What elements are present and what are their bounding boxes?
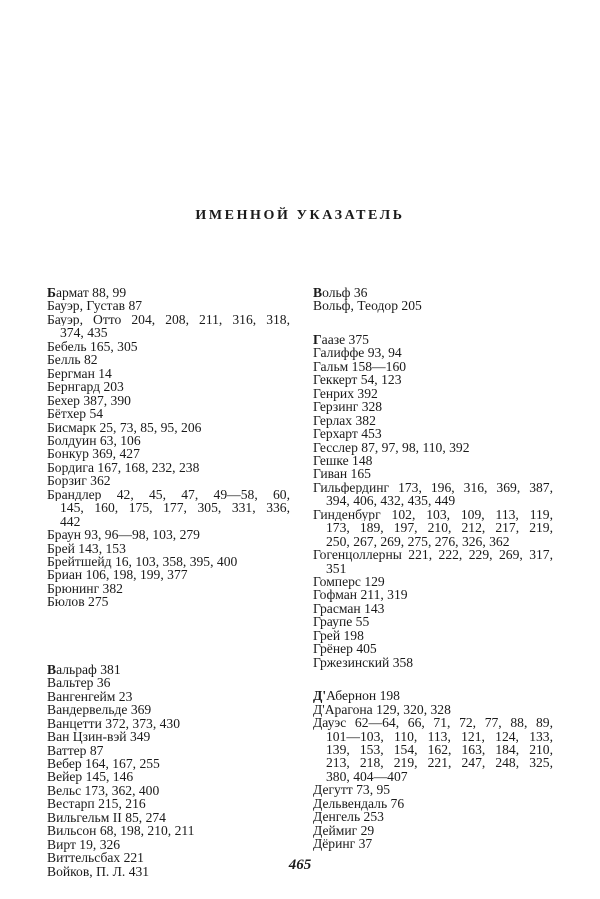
index-entry (313, 400, 553, 413)
entry-line: Гильфердинг 173, 196, 316, 369, 387, (313, 480, 553, 495)
index-entry (313, 508, 553, 548)
index-entry (47, 407, 290, 420)
entry-line: Генрих 392 (313, 385, 378, 401)
entry-line: Дельвендаль 76 (313, 795, 405, 811)
entry-line: Деймиг 29 (313, 822, 375, 838)
index-entry (47, 595, 290, 608)
entry-line: Бехер 387, 390 (47, 392, 131, 408)
index-entry (313, 481, 553, 508)
entry-line: Бергман 14 (47, 365, 112, 381)
index-entry (313, 703, 553, 716)
index-entry (313, 602, 553, 615)
entry-continuation-line: 101—103, 110, 113, 121, 124, 133, (326, 729, 553, 743)
entry-continuation-line: 351 (326, 560, 347, 576)
entry-line: Гржезинский 358 (313, 654, 414, 670)
index-entry (313, 360, 553, 373)
entry-line: Гомперс 129 (313, 574, 385, 589)
entry-line: Галиффе 93, 94 (313, 345, 402, 361)
entry-line: Герлах 382 (313, 412, 376, 428)
index-entry (47, 434, 290, 447)
entry-line: Вольф, Теодор 205 (313, 298, 422, 314)
index-entry (313, 783, 553, 796)
entry-line: Вольф 36 (313, 285, 368, 300)
entry-line: Герхарт 453 (313, 426, 382, 442)
entry-line: Денгель 253 (313, 809, 384, 825)
index-entry (313, 588, 553, 601)
entry-continuation-line: 213, 218, 219, 221, 247, 248, 325, (326, 756, 553, 770)
index-entry (47, 421, 290, 434)
entry-line: Гинденбург 102, 103, 109, 113, 119, (313, 507, 553, 522)
entry-continuation-line: 374, 435 (60, 325, 108, 341)
page-number: 465 (288, 857, 312, 873)
entry-line: Вельс 173, 362, 400 (47, 782, 160, 798)
index-entry (47, 313, 290, 340)
entry-line: Вальтер 36 (47, 675, 111, 691)
entry-line: Вальраф 381 (47, 661, 121, 677)
index-entry (47, 690, 290, 703)
entry-line: Гофман 211, 319 (313, 587, 408, 603)
entry-line: Д'Арагона 129, 320, 328 (313, 701, 451, 717)
index-entry (313, 427, 553, 440)
index-entry (313, 824, 553, 837)
index-entry (47, 447, 290, 460)
index-entry (47, 394, 290, 407)
index-entry (313, 689, 553, 702)
entry-line: Гогенцоллерны 221, 222, 229, 269, 317, (313, 548, 553, 562)
entry-line: Грей 198 (313, 627, 364, 643)
index-entry (47, 770, 290, 783)
entry-line: Бернгард 203 (47, 379, 124, 395)
index-entry (47, 757, 290, 770)
entry-continuation-line: 380, 404—407 (326, 768, 408, 784)
entry-line: Бётхер 54 (47, 406, 104, 422)
entry-line: Дегутт 73, 95 (313, 782, 391, 798)
index-entry (47, 797, 290, 810)
letter-group (313, 286, 553, 313)
entry-continuation-line: 173, 189, 197, 210, 212, 217, 219, (326, 521, 553, 535)
entry-line: Вирт 19, 326 (47, 836, 121, 852)
entry-line: Брей 143, 153 (47, 540, 126, 556)
entry-line: Бриан 106, 198, 199, 377 (47, 567, 188, 583)
entry-line: Бауэр, Отто 204, 208, 211, 316, 318, (47, 312, 290, 327)
entry-line: Гешке 148 (313, 452, 373, 468)
index-entry (47, 380, 290, 393)
entry-line: Вестарп 215, 216 (47, 796, 146, 812)
entry-line: Бебель 165, 305 (47, 338, 138, 354)
index-entry (313, 414, 553, 427)
index-entry (47, 461, 290, 474)
entry-line: Граупе 55 (313, 614, 370, 630)
entry-line: Болдуин 63, 106 (47, 432, 141, 448)
entry-line: Бордига 167, 168, 232, 238 (47, 459, 200, 475)
index-entry (313, 286, 553, 299)
entry-line: Браун 93, 96—98, 103, 279 (47, 527, 200, 543)
entry-line: Вангенгейм 23 (47, 688, 133, 704)
entry-line: Ванцетти 372, 373, 430 (47, 715, 181, 731)
entry-line: Вейер 145, 146 (47, 769, 134, 785)
index-entry (47, 286, 290, 299)
index-entry (313, 642, 553, 655)
index-entry (313, 837, 553, 850)
index-column-right (313, 286, 553, 851)
letter-group (47, 286, 290, 609)
index-column-left (47, 286, 290, 878)
entry-continuation-line: 139, 153, 154, 162, 163, 184, 210, (326, 742, 553, 757)
entry-line: Бауэр, Густав 87 (47, 298, 143, 314)
index-entry (47, 703, 290, 716)
index-entry (47, 730, 290, 743)
index-entry (313, 629, 553, 642)
entry-line: Виттельсбах 221 (47, 850, 144, 866)
index-entry (47, 299, 290, 312)
entry-line: Вандервельде 369 (47, 702, 152, 718)
index-entry (313, 346, 553, 359)
entry-line: Вильгельм II 85, 274 (47, 809, 166, 825)
index-entry (313, 575, 553, 588)
entry-line: Вебер 164, 167, 255 (47, 756, 160, 771)
index-entry (47, 582, 290, 595)
entry-continuation-line: 442 (60, 513, 81, 529)
entry-line: Гаазе 375 (313, 331, 369, 347)
index-entry (313, 656, 553, 669)
entry-line: Грасман 143 (313, 600, 385, 616)
index-entry (313, 441, 553, 454)
entry-line: Ваттер 87 (47, 742, 104, 758)
index-entry (47, 528, 290, 541)
index-entry (313, 454, 553, 467)
entry-line: Геккерт 54, 123 (313, 372, 402, 388)
entry-line: Бюлов 275 (47, 594, 109, 610)
entry-line: Герзинг 328 (313, 399, 383, 415)
page-title: ИМЕННОЙ УКАЗАТЕЛЬ (195, 208, 405, 223)
entry-line: Борзиг 362 (47, 473, 111, 489)
entry-line: Ван Цзин-вэй 349 (47, 729, 151, 745)
index-entry (47, 838, 290, 851)
index-entry (47, 811, 290, 824)
entry-line: Д'Абернон 198 (313, 688, 400, 704)
index-entry (313, 373, 553, 386)
index-entry (47, 824, 290, 837)
index-entry (47, 744, 290, 757)
index-entry (313, 387, 553, 400)
entry-continuation-line: 250, 267, 269, 275, 276, 326, 362 (326, 533, 510, 549)
entry-line: Дауэс 62—64, 66, 71, 72, 77, 88, 89, (313, 716, 553, 730)
entry-line: Бонкур 369, 427 (47, 446, 140, 462)
entry-line: Гальм 158—160 (313, 358, 407, 374)
index-entry (47, 542, 290, 555)
index-entry (313, 716, 553, 783)
index-entry (313, 810, 553, 823)
entry-continuation-line: 394, 406, 432, 435, 449 (326, 493, 456, 509)
index-entry (47, 676, 290, 689)
index-entry (313, 548, 553, 575)
entry-line: Гесслер 87, 97, 98, 110, 392 (313, 439, 470, 455)
index-entry (313, 333, 553, 346)
letter-group (47, 663, 290, 878)
entry-line: Брейтшейд 16, 103, 358, 395, 400 (47, 554, 238, 570)
index-entry (313, 299, 553, 312)
entry-line: Гиван 165 (313, 466, 371, 482)
entry-line: Брандлер 42, 45, 47, 49—58, 60, (47, 487, 290, 502)
index-entry (47, 340, 290, 353)
index-entry (313, 615, 553, 628)
entry-line: Бисмарк 25, 73, 85, 95, 206 (47, 419, 202, 435)
index-entry (47, 784, 290, 797)
entry-line: Белль 82 (47, 352, 98, 368)
entry-continuation-line: 145, 160, 175, 177, 305, 331, 336, (60, 501, 290, 515)
entry-line: Вильсон 68, 198, 210, 211 (47, 823, 195, 839)
index-entry (47, 555, 290, 568)
letter-group (313, 333, 553, 669)
index-entry (47, 474, 290, 487)
entry-line: Дёринг 37 (313, 836, 373, 852)
index-entry (313, 467, 553, 480)
entry-line: Грёнер 405 (313, 641, 377, 657)
entry-line: Бармат 88, 99 (47, 285, 127, 300)
letter-group (313, 689, 553, 850)
index-entry (313, 797, 553, 810)
index-entry (47, 367, 290, 380)
index-entry (47, 488, 290, 528)
index-entry (47, 353, 290, 366)
index-entry (47, 717, 290, 730)
entry-line: Брюнинг 382 (47, 580, 123, 596)
index-entry (47, 568, 290, 581)
index-entry (47, 663, 290, 676)
entry-line: Войков, П. Л. 431 (47, 863, 150, 879)
